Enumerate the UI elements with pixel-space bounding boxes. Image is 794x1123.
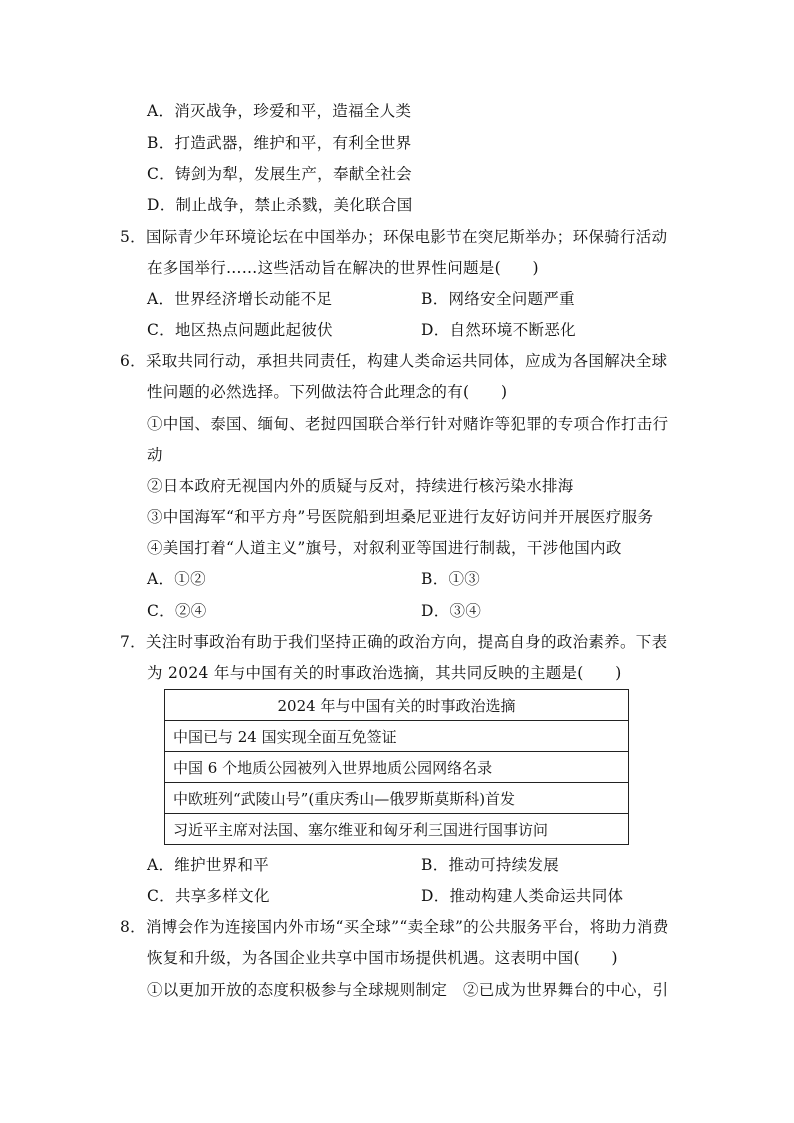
q6-stem-line1: 6．采取共同行动，承担共同责任，构建人类命运共同体，应成为各国解决全球 (120, 352, 668, 370)
q4-option-c: C．铸剑为犁，发展生产，奉献全社会 (147, 165, 412, 183)
q7-option-b: B．推动可持续发展 (421, 856, 560, 874)
q6-item-2: ②日本政府无视国内外的质疑与反对，持续进行核污染水排海 (147, 477, 574, 495)
q4-option-a: A．消灭战争，珍爱和平，造福全人类 (147, 102, 412, 120)
q6-option-b: B．①③ (421, 570, 481, 588)
q4-option-d: D．制止战争，禁止杀戮，美化联合国 (147, 196, 413, 214)
q6-item-1: ①中国、泰国、缅甸、老挝四国联合举行针对赌诈等犯罪的专项合作打击行 (147, 415, 669, 433)
q5-option-d: D．自然环境不断恶化 (421, 321, 576, 339)
q7-option-a: A．维护世界和平 (147, 856, 270, 874)
q8-item-line: ①以更加开放的态度积极参与全球规则制定 ②已成为世界舞台的中心，引 (147, 981, 669, 999)
table-row (165, 783, 629, 814)
q6-item-3: ③中国海军“和平方舟”号医院船到坦桑尼亚进行友好访问并开展医疗服务 (147, 508, 654, 526)
q7-option-c: C．共享多样文化 (147, 887, 270, 905)
table-cell: 习近平主席对法国、塞尔维亚和匈牙利三国进行国事访问 (165, 814, 629, 845)
table-row (165, 721, 629, 752)
news-table (164, 689, 629, 845)
q5-stem-line2: 在多国举行……这些活动旨在解决的世界性问题是( ) (147, 259, 539, 277)
q6-option-d: D．③④ (421, 602, 482, 620)
q6-item-1-cont: 动 (147, 446, 163, 464)
q8-stem-line2: 恢复和升级，为各国企业共享中国市场提供机遇。这表明中国( ) (147, 949, 618, 967)
q5-option-b: B．网络安全问题严重 (421, 290, 575, 308)
q5-option-a: A．世界经济增长动能不足 (147, 290, 333, 308)
q4-option-b: B．打造武器，维护和平，有利全世界 (147, 134, 412, 152)
q6-option-c: C．②④ (147, 602, 207, 620)
table-cell: 中欧班列“武陵山号”(重庆秀山—俄罗斯莫斯科)首发 (165, 783, 629, 814)
q6-item-4: ④美国打着“人道主义”旗号，对叙利亚等国进行制裁，干涉他国内政 (147, 539, 622, 557)
q5-stem-line1: 5．国际青少年环境论坛在中国举办；环保电影节在突尼斯举办；环保骑行活动 (120, 228, 668, 246)
table-header: 2024 年与中国有关的时事政治选摘 (165, 690, 629, 721)
q6-stem-line2: 性问题的必然选择。下列做法符合此理念的有( ) (147, 383, 508, 401)
table-header-row (165, 690, 629, 721)
table-row (165, 752, 629, 783)
q8-stem-line1: 8．消博会作为连接国内外市场“买全球”“卖全球”的公共服务平台，将助力消费 (120, 918, 669, 936)
table-cell: 中国已与 24 国实现全面互免签证 (165, 721, 629, 752)
table-row (165, 814, 629, 845)
q7-stem-line2: 为 2024 年与中国有关的时事政治选摘，其共同反映的主题是( ) (147, 664, 622, 682)
table-cell: 中国 6 个地质公园被列入世界地质公园网络名录 (165, 752, 629, 783)
q5-option-c: C．地区热点问题此起彼伏 (147, 321, 333, 339)
q7-stem-line1: 7．关注时事政治有助于我们坚持正确的政治方向，提高自身的政治素养。下表 (120, 633, 668, 651)
q6-option-a: A．①② (147, 570, 206, 588)
q7-option-d: D．推动构建人类命运共同体 (421, 887, 624, 905)
